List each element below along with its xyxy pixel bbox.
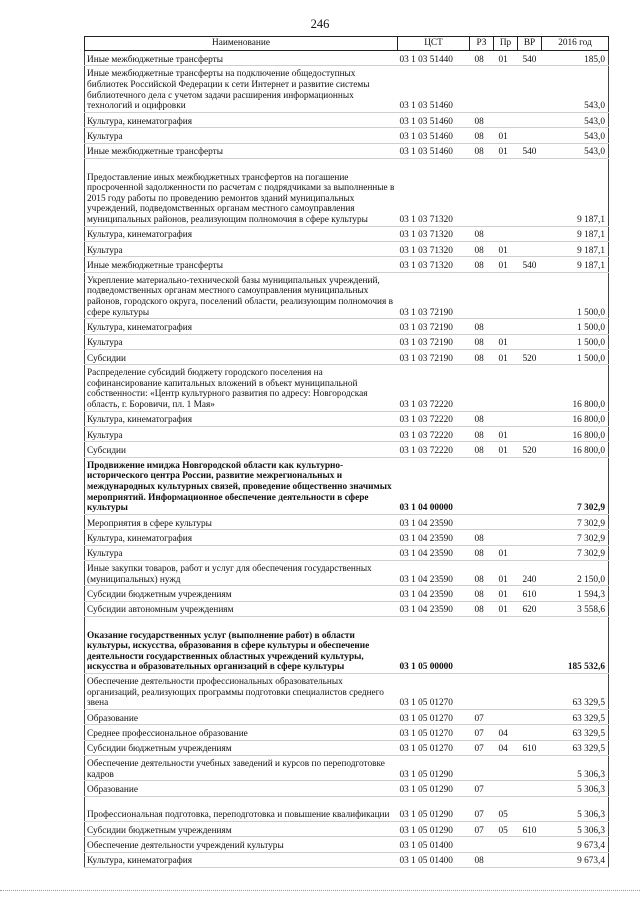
header-vr: ВР [518,37,542,51]
row-cst: 03 1 04 23590 [398,545,470,560]
row-pr: 04 [494,725,518,740]
row-name: Субсидии [85,349,398,364]
row-rz [470,755,494,780]
table-row [85,427,609,442]
table-row [85,725,609,740]
row-rz: 07 [470,781,494,796]
row-rz: 08 [470,257,494,272]
row-cst: 03 1 03 71320 [398,257,470,272]
row-name: Укрепление материально-технической базы муниципальных учреждений, подведомственных органам местного самоуправления муниципальных районов, городского округа, поселений области, реализующим полномочия в сфере культуры [85,272,398,318]
table-row [85,673,609,709]
row-sum: 5 306,3 [542,796,609,821]
header-pr: Пр [494,37,518,51]
row-name: Обеспечение деятельности учреждений культуры [85,837,398,852]
table-row [85,601,609,616]
row-sum: 63 329,5 [542,740,609,755]
row-name: Иные межбюджетные трансферты [85,51,398,66]
row-pr [494,530,518,545]
row-name: Культура, кинематография [85,530,398,545]
row-sum: 9 187,1 [542,226,609,241]
row-pr: 01 [494,545,518,560]
scan-edge [0,890,640,892]
table-row [85,740,609,755]
row-vr: 520 [518,349,542,364]
row-vr [518,545,542,560]
row-name: Культура, кинематография [85,226,398,241]
row-sum: 1 500,0 [542,272,609,318]
row-sum: 2 150,0 [542,561,609,586]
row-pr: 01 [494,601,518,616]
row-pr [494,457,518,514]
row-name: Культура [85,334,398,349]
table-row [85,226,609,241]
table-row [85,616,609,673]
row-sum: 16 800,0 [542,427,609,442]
row-cst: 03 1 04 23590 [398,530,470,545]
row-cst: 03 1 03 71320 [398,226,470,241]
row-rz [470,272,494,318]
row-vr [518,616,542,673]
row-rz: 07 [470,740,494,755]
row-name: Образование [85,709,398,724]
row-name: Профессиональная подготовка, переподготовка и повышение квалификации [85,796,398,821]
row-pr [494,411,518,426]
row-name: Культура, кинематография [85,319,398,334]
row-rz: 08 [470,334,494,349]
table-row [85,457,609,514]
row-sum: 16 800,0 [542,442,609,457]
row-sum: 1 500,0 [542,334,609,349]
row-pr [494,755,518,780]
row-pr [494,837,518,852]
row-cst: 03 1 03 51460 [398,128,470,143]
row-name: Культура [85,128,398,143]
table-row [85,411,609,426]
row-cst: 03 1 05 01290 [398,755,470,780]
row-sum: 7 302,9 [542,530,609,545]
row-name: Субсидии [85,442,398,457]
table-row [85,128,609,143]
row-rz: 08 [470,112,494,127]
table-row [85,514,609,529]
row-vr [518,709,542,724]
row-sum: 543,0 [542,112,609,127]
row-vr [518,365,542,411]
row-vr: 540 [518,51,542,66]
row-pr [494,158,518,226]
budget-table [84,36,609,868]
row-cst: 03 1 03 72220 [398,427,470,442]
table-row [85,852,609,867]
row-rz: 08 [470,128,494,143]
row-rz: 08 [470,226,494,241]
table-row [85,66,609,112]
row-pr: 01 [494,128,518,143]
row-vr [518,725,542,740]
row-cst: 03 1 05 01290 [398,796,470,821]
row-vr: 520 [518,442,542,457]
row-vr [518,411,542,426]
table-row [85,755,609,780]
row-cst: 03 1 05 01290 [398,821,470,836]
row-pr [494,852,518,867]
row-vr [518,112,542,127]
table-row [85,241,609,256]
row-vr [518,755,542,780]
row-cst: 03 1 05 01270 [398,725,470,740]
row-name: Обеспечение деятельности учебных заведений и курсов по переподготовке кадров [85,755,398,780]
row-rz: 08 [470,852,494,867]
row-vr [518,514,542,529]
row-pr [494,272,518,318]
row-name: Предоставление иных межбюджетных трансфертов на погашение просроченной задолженности по расчетам с подрядчиками за выполненные в 2015 году работы по проведению ремонтов зданий муниципальных учреждений, подведомственных органам местного самоуправления муниципальных районов, реализующим полномочия в сфере культуры [85,158,398,226]
row-name: Обеспечение деятельности профессиональных образовательных организаций, реализующих программы подготовки специалистов среднего звена [85,673,398,709]
row-cst: 03 1 05 01400 [398,837,470,852]
row-name: Среднее профессиональное образование [85,725,398,740]
row-sum: 16 800,0 [542,365,609,411]
row-rz [470,365,494,411]
row-pr [494,709,518,724]
row-name: Субсидии бюджетным учреждениям [85,821,398,836]
row-pr: 01 [494,561,518,586]
row-vr [518,781,542,796]
row-rz [470,837,494,852]
row-rz: 08 [470,545,494,560]
table-row [85,143,609,158]
row-rz: 07 [470,709,494,724]
row-rz: 07 [470,725,494,740]
row-rz [470,616,494,673]
row-sum: 185 532,6 [542,616,609,673]
row-pr: 01 [494,334,518,349]
row-vr [518,530,542,545]
row-sum: 543,0 [542,128,609,143]
row-name: Культура [85,241,398,256]
row-rz: 08 [470,241,494,256]
row-name: Культура [85,427,398,442]
row-pr [494,365,518,411]
row-vr [518,427,542,442]
table-header-row [85,37,609,51]
row-rz: 08 [470,349,494,364]
table-body [85,51,609,868]
row-rz [470,673,494,709]
row-name: Иные межбюджетные трансферты на подключение общедоступных библиотек Российской Федерации к сети Интернет и развитие системы библиотечного дела с учетом задачи расширения информационных технологий и оцифровки [85,66,398,112]
row-pr: 05 [494,796,518,821]
row-name: Субсидии бюджетным учреждениям [85,586,398,601]
row-rz [470,158,494,226]
table-row [85,530,609,545]
row-rz: 08 [470,530,494,545]
row-sum: 185,0 [542,51,609,66]
row-rz: 08 [470,143,494,158]
row-sum: 9 187,1 [542,241,609,256]
row-name: Оказание государственных услуг (выполнение работ) в области культуры, искусства, образования в сфере культуры и обеспечение деятельности государственных областных учреждений культуры, искусства и образовательных организаций в сфере культуры [85,616,398,673]
row-sum: 543,0 [542,143,609,158]
row-cst: 03 1 05 01400 [398,852,470,867]
row-vr [518,158,542,226]
row-pr: 01 [494,349,518,364]
row-sum: 1 594,3 [542,586,609,601]
row-pr [494,112,518,127]
row-vr [518,852,542,867]
row-rz: 08 [470,411,494,426]
row-rz: 08 [470,561,494,586]
row-cst: 03 1 05 01290 [398,781,470,796]
row-cst: 03 1 03 71320 [398,158,470,226]
row-cst: 03 1 03 72190 [398,334,470,349]
row-vr [518,319,542,334]
row-pr: 01 [494,241,518,256]
row-vr: 540 [518,257,542,272]
table-row [85,349,609,364]
row-name: Культура, кинематография [85,852,398,867]
row-pr: 01 [494,51,518,66]
table-row [85,796,609,821]
row-rz [470,514,494,529]
row-vr [518,226,542,241]
row-sum: 1 500,0 [542,349,609,364]
row-vr: 240 [518,561,542,586]
row-sum: 16 800,0 [542,411,609,426]
row-vr: 610 [518,740,542,755]
row-cst: 03 1 03 72220 [398,442,470,457]
header-year: 2016 год [542,37,609,51]
table-row [85,112,609,127]
row-vr [518,128,542,143]
row-cst: 03 1 04 23590 [398,561,470,586]
row-cst: 03 1 03 51460 [398,66,470,112]
row-rz: 08 [470,586,494,601]
row-name: Культура, кинематография [85,411,398,426]
row-pr [494,673,518,709]
row-cst: 03 1 03 51460 [398,143,470,158]
row-vr [518,673,542,709]
row-pr: 01 [494,586,518,601]
row-sum: 5 306,3 [542,755,609,780]
row-pr [494,514,518,529]
row-rz: 07 [470,796,494,821]
table-row [85,442,609,457]
table-row [85,561,609,586]
row-sum: 9 673,4 [542,852,609,867]
row-cst: 03 1 05 01270 [398,740,470,755]
row-vr [518,66,542,112]
row-cst: 03 1 03 72190 [398,319,470,334]
row-cst: 03 1 03 72190 [398,272,470,318]
row-vr: 540 [518,143,542,158]
row-name: Иные межбюджетные трансферты [85,257,398,272]
row-cst: 03 1 05 01270 [398,673,470,709]
page-number: 246 [310,17,330,31]
row-cst: 03 1 03 51440 [398,51,470,66]
row-sum: 1 500,0 [542,319,609,334]
row-rz: 08 [470,319,494,334]
table-row [85,781,609,796]
row-rz [470,66,494,112]
row-vr [518,241,542,256]
row-name: Субсидии автономным учреждениям [85,601,398,616]
row-name: Мероприятия в сфере культуры [85,514,398,529]
table-row [85,586,609,601]
row-vr [518,837,542,852]
row-sum: 3 558,6 [542,601,609,616]
table-row [85,51,609,66]
row-cst: 03 1 03 51460 [398,112,470,127]
row-cst: 03 1 03 72190 [398,349,470,364]
row-rz: 08 [470,427,494,442]
row-cst: 03 1 04 23590 [398,514,470,529]
row-vr [518,457,542,514]
row-pr: 05 [494,821,518,836]
row-rz: 07 [470,821,494,836]
table-row [85,837,609,852]
row-pr [494,66,518,112]
table-row [85,334,609,349]
row-cst: 03 1 05 00000 [398,616,470,673]
row-sum: 7 302,9 [542,545,609,560]
row-sum: 9 187,1 [542,158,609,226]
row-cst: 03 1 03 72220 [398,411,470,426]
table-row [85,545,609,560]
row-pr: 01 [494,427,518,442]
row-cst: 03 1 04 23590 [398,601,470,616]
row-name: Культура [85,545,398,560]
row-pr [494,616,518,673]
row-name: Образование [85,781,398,796]
row-cst: 03 1 04 23590 [398,586,470,601]
table-row [85,272,609,318]
table-row [85,709,609,724]
row-vr: 610 [518,586,542,601]
row-sum: 5 306,3 [542,781,609,796]
table-row [85,319,609,334]
row-pr [494,781,518,796]
table-row [85,365,609,411]
row-name: Субсидии бюджетным учреждениям [85,740,398,755]
row-sum: 9 187,1 [542,257,609,272]
row-sum: 5 306,3 [542,821,609,836]
row-vr: 610 [518,821,542,836]
row-sum: 63 329,5 [542,725,609,740]
row-cst: 03 1 04 00000 [398,457,470,514]
row-name: Распределение субсидий бюджету городского поселения на софинансирование капитальных вложений в объект муниципальной собственности: «Центр культурного развития по адресу: Новгородская область, г. Боровичи, пл. 1 Мая» [85,365,398,411]
header-cst: ЦСТ [398,37,470,51]
row-name: Продвижение имиджа Новгородской области как культурно-исторического центра России, развитие межрегиональных и международных культурных связей, проведение общественно значимых мероприятий. Информационное обеспечение деятельности в сфере культуры [85,457,398,514]
row-sum: 9 673,4 [542,837,609,852]
row-rz [470,457,494,514]
table-row [85,257,609,272]
row-vr [518,272,542,318]
row-sum: 543,0 [542,66,609,112]
row-pr [494,226,518,241]
row-vr [518,334,542,349]
row-sum: 7 302,9 [542,457,609,514]
row-sum: 63 329,5 [542,709,609,724]
row-pr: 04 [494,740,518,755]
table-row [85,158,609,226]
row-rz: 08 [470,51,494,66]
row-pr: 01 [494,257,518,272]
row-name: Иные межбюджетные трансферты [85,143,398,158]
row-sum: 7 302,9 [542,514,609,529]
row-pr: 01 [494,442,518,457]
row-name: Иные закупки товаров, работ и услуг для обеспечения государственных (муниципальных) нужд [85,561,398,586]
header-rz: РЗ [470,37,494,51]
row-vr: 620 [518,601,542,616]
row-vr [518,796,542,821]
row-name: Культура, кинематография [85,112,398,127]
row-cst: 03 1 03 72220 [398,365,470,411]
header-name: Наименование [85,37,398,51]
row-sum: 63 329,5 [542,673,609,709]
row-rz: 08 [470,442,494,457]
row-cst: 03 1 03 71320 [398,241,470,256]
row-pr: 01 [494,143,518,158]
table-row [85,821,609,836]
row-cst: 03 1 05 01270 [398,709,470,724]
row-rz: 08 [470,601,494,616]
row-pr [494,319,518,334]
